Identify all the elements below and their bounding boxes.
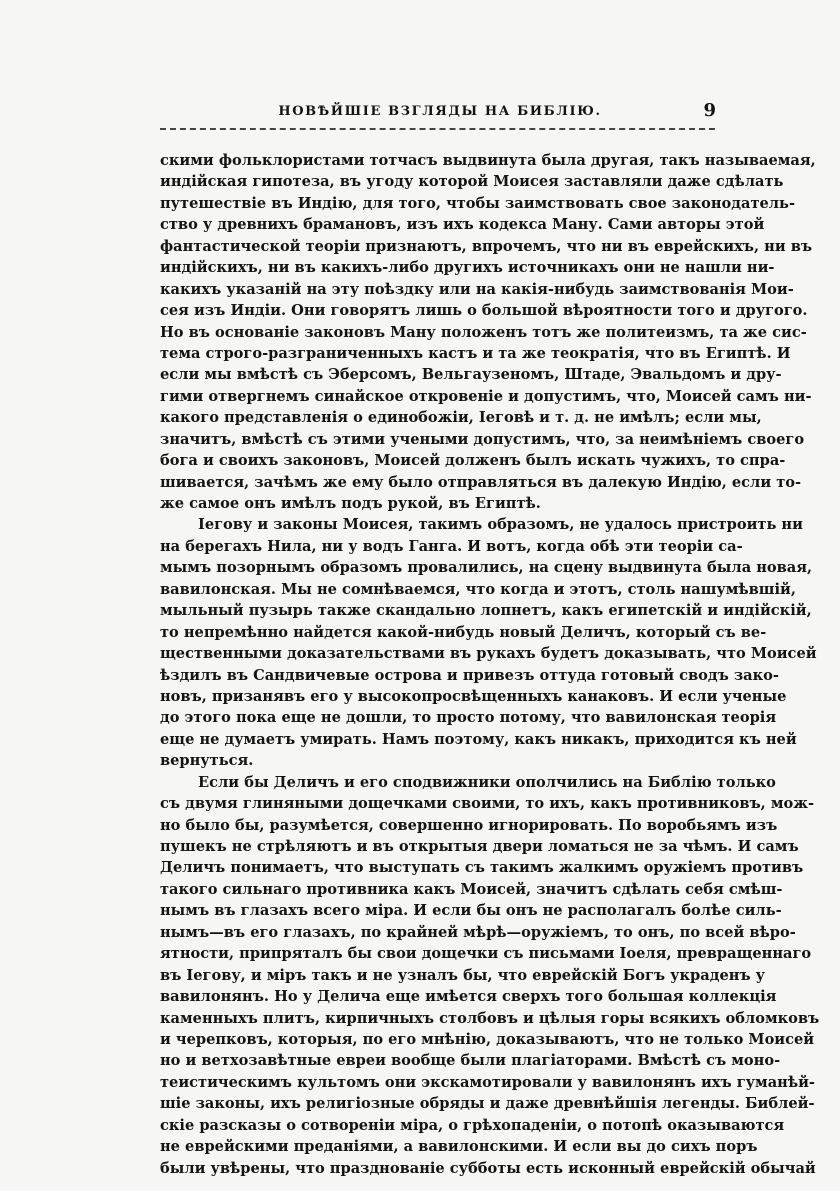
text-line: до этого пока еще не дошли, то просто потому, что вавилонская теорія [160,709,777,727]
text-line: нымъ—въ его глазахъ, по крайней мѣрѣ—оружіемъ, то онъ, по всей вѣро- [160,923,796,941]
text-line: вавилонская. Мы не сомнѣваемся, что когда и этотъ, столь нашумѣвшій, [160,580,796,598]
text-line: индійскихъ, ни въ какихъ-либо другихъ источникахъ они не нашли ни- [160,259,775,277]
text-line: то непремѣнно найдется какой-нибудь новый Деличъ, который съ ве- [160,623,767,641]
text-line: такого сильнаго противника какъ Моисей, значитъ сдѣлать себя смѣш- [160,880,783,898]
text-line: еще не думаетъ умирать. Намъ поэтому, какъ никакъ, приходится къ ней [160,730,797,748]
header-rule [160,128,715,130]
text-line: тема строго-разграниченныхъ кастъ и та же теократія, что въ Египтѣ. И [160,344,791,362]
text-line: индійская гипотеза, въ угоду которой Моисея заставляли даже сдѣлать [160,173,784,191]
text-line: но было бы, разумѣется, совершенно игнорировать. По воробьямъ изъ [160,816,778,834]
text-line: же самое онъ имѣлъ подъ рукой, въ Египтѣ. [160,495,541,512]
text-line: не еврейскими преданіями, а вавилонскими. И если вы до сихъ поръ [160,1138,758,1156]
running-title: НОВѢЙШІЕ ВЗГЛЯДЫ НА БИБЛІЮ. [278,104,602,119]
text-line: какого представленія о единобожіи, Іеговѣ и т. д. не имѣлъ; если мы, [160,409,762,427]
text-line: вернуться. [160,752,254,770]
paragraph [160,150,816,514]
text-line: фантастической теоріи признаютъ, впрочемъ, что ни въ еврейскихъ, ни въ [160,237,813,255]
text-line: шивается, зачѣмъ же ему было отправляться въ далекую Индію, если то- [160,473,802,491]
text-line: Деличъ понимаетъ, что выступать съ такимъ жалкимъ оружіемъ противъ [160,859,804,877]
text-line: вавилонянъ. Но у Делича еще имѣется сверхъ того большая коллекція [160,988,777,1006]
page-number: 9 [703,100,716,121]
text-line: съ двумя глиняными дощечками своими, то ихъ, какъ противниковъ, мож- [160,795,815,813]
text-line: щественными доказательствами въ рукахъ будетъ доказывать, что Моисей [160,645,817,663]
text-line: если мы вмѣстѣ съ Эберсомъ, Вельгаузеномъ, Штаде, Эвальдомъ и дру- [160,366,782,384]
text-line: значитъ, вмѣстѣ съ этими учеными допустимъ, что, за неимѣніемъ своего [160,430,805,448]
text-line: нымъ въ глазахъ всего міра. И если бы онъ не располагалъ болѣе силь- [160,902,782,920]
text-line: шіе законы, ихъ религіозные обряды и даже древнѣйшія легенды. Библей- [160,1095,815,1113]
paragraph [160,772,820,1179]
text-line: путешествіе въ Индію, для того, чтобы заимствовать свое законодатель- [160,194,796,212]
text-line: сея изъ Индіи. Они говорятъ лишь о большой вѣроятности того и другого. [160,302,808,320]
text-line: мымъ позорнымъ образомъ провалились, на сцену выдвинута была новая, [160,559,813,577]
running-head [160,100,720,128]
text-line: новъ, призанявъ его у высокопросвѣщенныхъ канаковъ. И если ученые [160,687,787,705]
text-line: какихъ указаній на эту поѣздку или на какія-нибудь заимствованія Мои- [160,280,794,298]
text-line: и черепковъ, которыя, по его мнѣнію, доказываютъ, что не только Моисей [160,1030,815,1048]
paragraph [160,514,817,771]
text-line: ятности, припряталъ бы свои дощечки съ письмами Іоеля, превращеннаго [160,945,812,963]
text-line: пушекъ не стрѣляютъ и въ открытыя двери ломаться не за чѣмъ. И самъ [160,838,799,855]
text-line: на берегахъ Нила, ни у водъ Ганга. И вотъ, когда обѣ эти теоріи са- [160,537,743,555]
text-line: были увѣрены, что празднованіе субботы есть исконный еврейскій обычай [160,1159,816,1177]
text-line: ѣздилъ въ Сандвичевые острова и привезъ оттуда готовый сводъ зако- [160,666,779,684]
text-line: скіе разсказы о сотвореніи міра, о грѣхопаденіи, о потопѣ оказываются [160,1116,785,1134]
text-line: Іегову и законы Моисея, такимъ образомъ, не удалось пристроить ни [198,516,803,534]
text-line: скими фольклористами тотчасъ выдвинута была другая, такъ называемая, [160,152,816,169]
text-line: гими отвергнемъ синайское откровеніе и допустимъ, что, Моисей самъ ни- [160,387,812,405]
text-line: ство у древнихъ брамановъ, изъ ихъ кодекса Ману. Сами авторы этой [160,216,765,234]
text-line: Если бы Деличъ и его сподвижники ополчились на Библію только [198,773,776,791]
text-line: мыльный пузырь также скандально лопнетъ, какъ египетскій и индійскій, [160,602,812,620]
text-line: но и ветхозавѣтные евреи вообще были плагіаторами. Вмѣстѣ съ моно- [160,1052,781,1070]
body-text [160,150,820,1179]
text-line: Но въ основаніе законовъ Ману положенъ тотъ же политеизмъ, та же сис- [160,323,807,341]
text-line: бога и своихъ законовъ, Моисей долженъ былъ искать чужихъ, то спра- [160,452,786,470]
text-line: въ Іегову, и міръ такъ и не узналъ бы, что еврейскій Богъ украденъ у [160,966,766,984]
text-line: теистическимъ культомъ они экскамотировали у вавилонянъ ихъ гуманѣй- [160,1073,815,1091]
text-line: каменныхъ плитъ, кирпичныхъ столбовъ и цѣлыя горы всякихъ обломковъ [160,1009,820,1027]
